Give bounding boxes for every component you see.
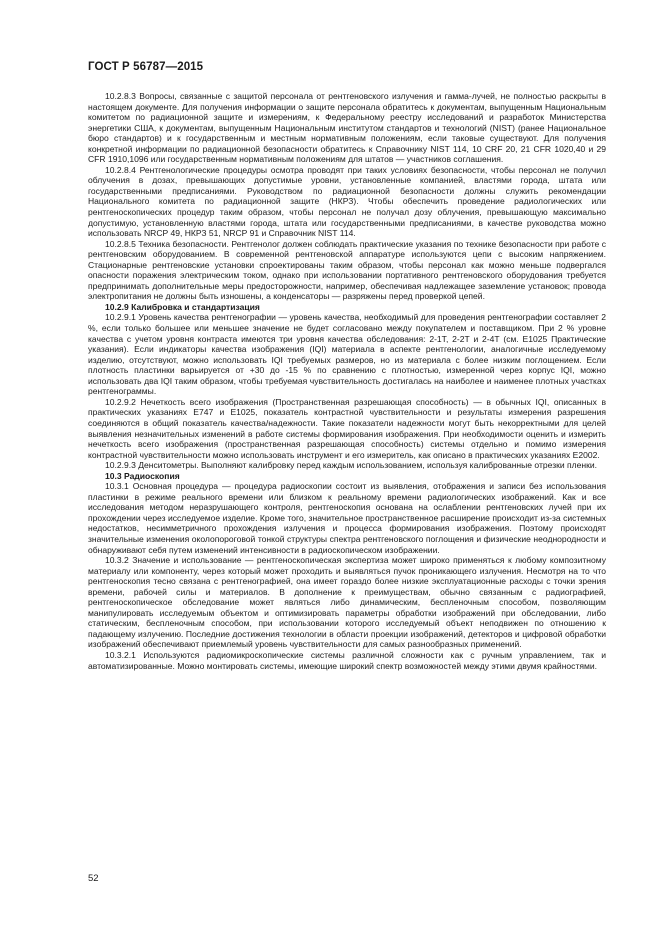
heading-10-2-9: 10.2.9 Калибровка и стандартизация (105, 301, 260, 312)
paragraph-10-2-8-5: 10.2.8.5 Техника безопасности. Рентгенолог должен соблюдать практические указания по технике безопасности при работе с рентгеновским оборудованием. В современной рентгеновской аппаратуре используются цепи с высоким напряжением. Стационарные рентгеновские установки спроектированы таким образом, чтобы персонал как можно меньше подвергался опасности поражения электрическим током, однако при использовании портативного рентгеновского оборудования требуется предпринимать дополнительные меры предосторожности, например, обеспечивая надлежащее заземление установок; провода электропитания не должны быть изношены, а конденсаторы — разряжены перед проверкой цепей. (88, 238, 606, 302)
paragraph-10-3-2-1: 10.3.2.1 Используются радиомикроскопические системы различной сложности как с ручным управлением, так и автоматизированные. Можно монтировать системы, имеющие широкий спектр возможностей между этими двумя крайностями. (88, 649, 606, 671)
paragraph-10-3-2: 10.3.2 Значение и использование — рентгеноскопическая экспертиза может широко применяться к любому композитному материалу или компоненту, через который может проходить и выявляться пучок проникающего излучения. Несмотря на то что рентгеноскопия тесно связана с рентгенографией, она имеет гораздо более низкие эксплуатационные расходы с точки зрения времени, рабочей силы и материалов. В дополнение к преимуществам, обычно связанным с радиографией, рентгеноскопическое обследование может являться либо динамическим, беспленочным способом, позволяющим манипулировать исследуемым объектом и оптимизировать параметры обработки изображений при обследовании, либо статическим, беспленочным способом, при использовании которого исследуемый объект неподвижен по отношению к падающему излучению. Последние достижения технологии в области проекции изображений, детекторов и цифровой обработки изображений обеспечивают приемлемый уровень чувствительности для самых разнообразных применений. (88, 555, 606, 650)
paragraph-10-2-9-1: 10.2.9.1 Уровень качества рентгенографии — уровень качества, необходимый для проведения рентгенографии составляет 2 %, если только большее или меньшее значение не будет согласовано между покупателем и поставщиком. При 2 % уровне качества с учетом уровня контраста имеются три уровня качества обследования: 2-1Т, 2-2Т и 2-4Т (см. Е1025 Практические указания). Если индикаторы качества изображения (IQI) материала в аспекте рентгенологии, аналогичные исследуемому изделию, отсутствуют, можно использовать IQI требуемых размеров, но из материала с более низким поглощением. Если плотность пластинки варьируется от +30 до -15 % по сравнению с плотностью, измеренной через корпус IQI, можно использовать два IQI таким образом, чтобы требуемая чувствительность достигалась на наиболее и наименее плотных участках рентгенограммы. (88, 312, 606, 397)
body-text (88, 91, 606, 671)
page-number: 52 (88, 873, 99, 884)
heading-10-3: 10.3 Радиоскопия (105, 470, 180, 481)
paragraph-10-2-8-4: 10.2.8.4 Рентгенологические процедуры осмотра проводят при таких условиях безопасности, чтобы персонал не получил облучения в дозах, превышающих допустимые уровни, установленные компанией, властями города, штата или государственными предписаниями. Руководством по радиационной безопасности должны служить рекомендации Национального комитета по радиационной защите (НКРЗ). Чтобы обеспечить проведение радиологических или рентгеноскопических процедур таким образом, чтобы персонал не получал дозу облучения, превышающую максимально допустимую, установленную властями города, штата или государственными предписаниями, в качестве руководства можно использовать NRCP 49, НКРЗ 51, NRCP 91 и Справочник NIST 114. (88, 164, 606, 239)
paragraph-10-2-9-3: 10.2.9.3 Денситометры. Выполняют калибровку перед каждым использованием, используя калиброванные отрезки пленки. (105, 460, 597, 471)
paragraph-10-2-8-3: 10.2.8.3 Вопросы, связанные с защитой персонала от рентгеновского излучения и гамма-лучей, не полностью раскрыты в настоящем документе. Для получения информации о защите персонала обратитесь к документам, выпущенным Национальным комитетом по радиационной защите и измерениям, к Федеральному реестру исследований и разработок Министерства энергетики США, к документам, выпущенным Национальным институтом стандартов и технологий (NIST) (ранее Национальное бюро стандартов) и к государственным и местным нормативным положениям, если таковые существуют. Для получения конкретной информации по радиационной безопасности обратитесь к Справочнику NIST 114, 10 CRF 20, 21 CFR 1020,40 и 29 CFR 1910,1096 или государственным нормативным положениям для штатов — участников соглашения. (88, 91, 606, 165)
paragraph-10-3-1: 10.3.1 Основная процедура — процедура радиоскопии состоит из выявления, отображения и записи без использования пластинки в режиме реального времени или близком к реальному времени радиологических изображений. Как и все исследования методом неразрушающего контроля, рентгеноскопия основана на ослаблении рентгеновских лучей при их прохождении через исследуемое изделие. Кроме того, значительное пространственное расширение происходит из-за системных недостатков, несимметричного прохождения излучения и процесса формирования изображения. Поэтому происходят значительные изменения околопороговой тонкой структуры спектра рентгеновского поглощения и физические неоднородности и обнаруживают себя путем изменений интенсивности в радиоскопическом изображении. (88, 481, 606, 555)
standard-header: ГОСТ Р 56787—2015 (88, 61, 204, 73)
paragraph-10-2-9-2: 10.2.9.2 Нечеткость всего изображения (Пространственная разрешающая способность) — в обычных IQI, описанных в практических указаниях Е747 и Е1025, показатель контрастной чувствительности и результаты измерения разрешения соединяются в общий показатель качества/надежности. Такие показатели надежности могут быть некорректными для целей выявления незначительных изменений в работе системы формирования изображения. При необходимости оценить и измерить нечеткость всего изображения (пространственная разрешающая способность) системы отдельно и помимо измерения контрастной чувствительности можно использовать инструмент и его измеритель, как описано в практических указаниях Е2002. (88, 396, 606, 460)
